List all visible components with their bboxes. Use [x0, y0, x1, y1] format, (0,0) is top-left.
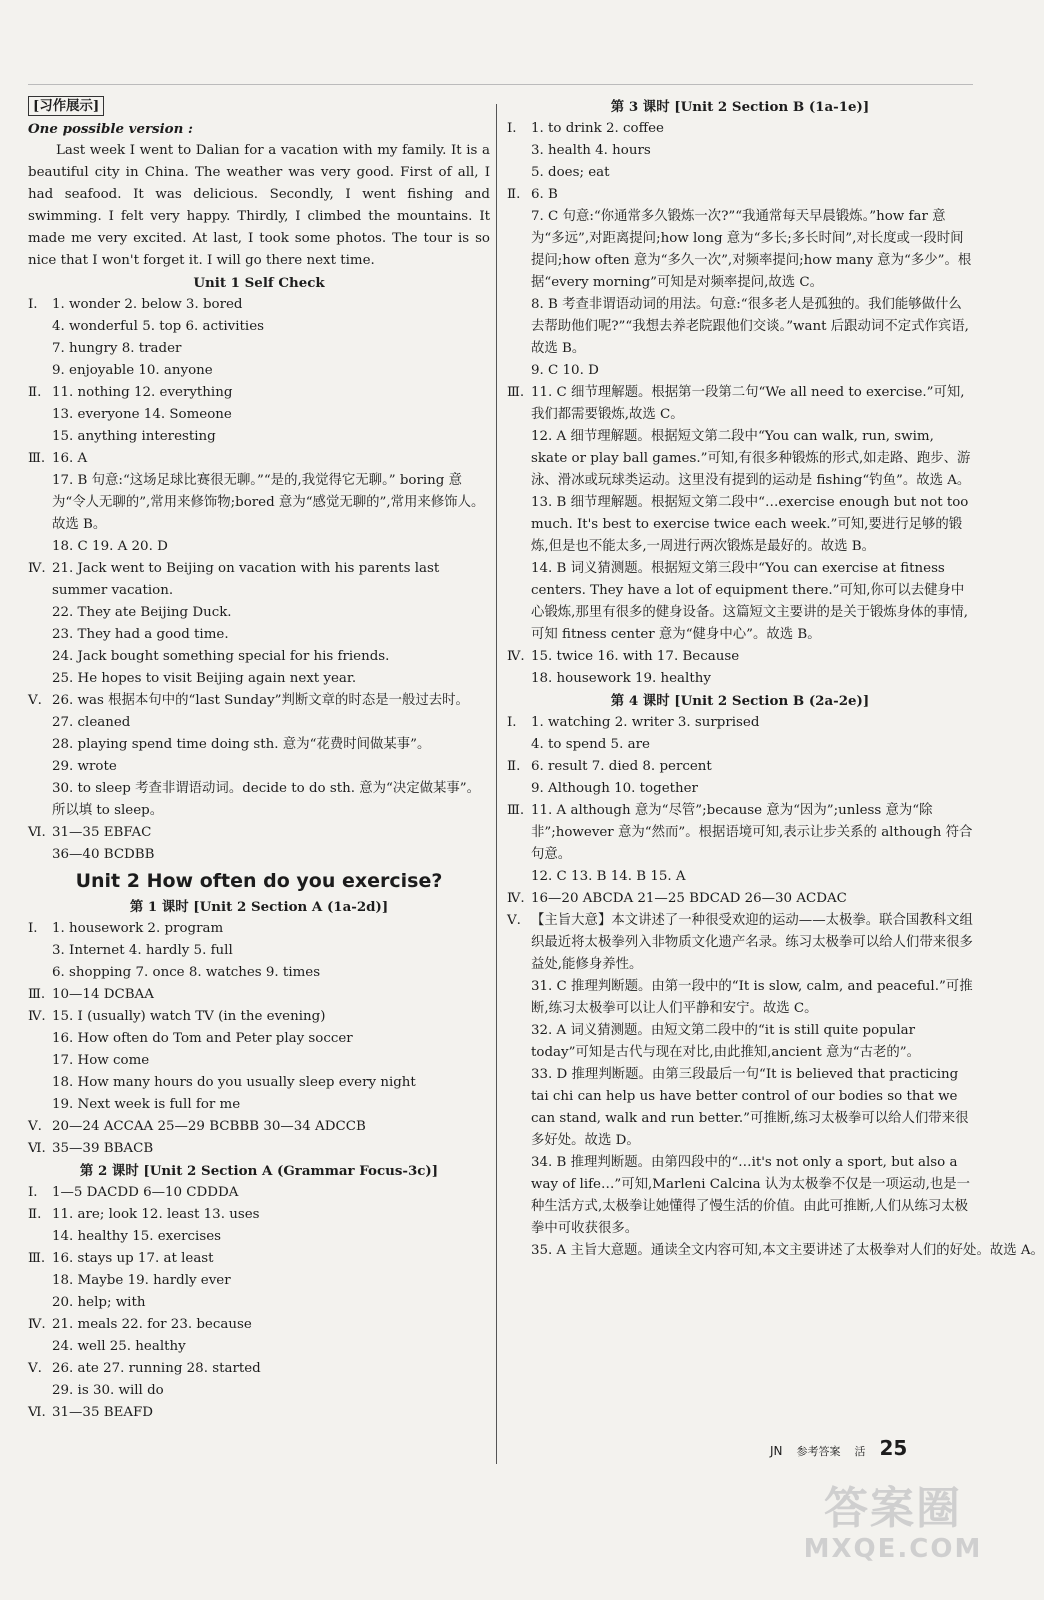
unit2-title: Unit 2 How often do you exercise? — [75, 870, 443, 892]
answer-line — [507, 712, 973, 734]
answer-text: 3. health 4. hours — [531, 143, 651, 158]
answer-line — [28, 1138, 490, 1160]
answer-text: 11. A although 意为“尽管”;because 意为“因为”;unless 意为“除非”;however 意为“然而”。根据语境可知,表示让步关系的 although 符合句意。 — [531, 803, 973, 862]
lesson3-title: 第 3 课时 [Unit 2 Section B (1a-1e)] — [610, 99, 870, 115]
answer-text: 10—14 DCBAA — [52, 987, 154, 1002]
answer-line — [28, 382, 490, 404]
answer-line — [28, 558, 490, 602]
answer-line — [28, 668, 490, 690]
section-numeral: Ⅵ. — [28, 1141, 46, 1156]
answer-line — [28, 1182, 490, 1204]
answer-text: 7. hungry 8. trader — [52, 341, 182, 356]
answer-text: 15. anything interesting — [52, 429, 216, 444]
answer-line — [28, 1006, 490, 1028]
footer-word: 活 — [854, 1445, 866, 1458]
answer-line — [507, 1064, 973, 1152]
lesson2-title: 第 2 课时 [Unit 2 Section A (Grammar Focus-3c)] — [79, 1163, 439, 1179]
answer-text: 15. twice 16. with 17. Because — [531, 649, 740, 664]
writing-header: [习作展示] — [28, 96, 104, 116]
answer-line — [28, 1358, 490, 1380]
answer-line — [28, 962, 490, 984]
section-numeral: Ⅲ. — [507, 385, 525, 400]
answer-line — [507, 778, 973, 800]
section-numeral: Ⅴ. — [28, 1361, 42, 1376]
answer-text: 26. ate 27. running 28. started — [52, 1361, 261, 1376]
answer-line — [507, 382, 973, 426]
answer-text: 17. How come — [52, 1053, 150, 1068]
lesson3-answers — [507, 118, 973, 690]
answer-line — [28, 1270, 490, 1292]
answer-text: 18. C 19. A 20. D — [52, 539, 168, 554]
answer-text: 16. stays up 17. at least — [52, 1251, 214, 1266]
answer-line — [28, 1314, 490, 1336]
section-numeral: Ⅳ. — [28, 1009, 46, 1024]
answer-line — [28, 734, 490, 756]
lesson2-answers — [28, 1182, 490, 1424]
answer-line — [507, 646, 973, 668]
answer-text: 6. B — [531, 187, 558, 202]
answer-line — [28, 1380, 490, 1402]
section-numeral: Ⅳ. — [28, 1317, 46, 1332]
answer-text: 16—20 ABCDA 21—25 BDCAD 26—30 ACDAC — [531, 891, 847, 906]
answer-line — [28, 1292, 490, 1314]
answer-line — [28, 470, 490, 536]
lesson1-title: 第 1 课时 [Unit 2 Section A (1a-2d)] — [129, 899, 389, 915]
answer-line — [507, 1152, 973, 1240]
section-numeral: Ⅰ. — [28, 1185, 38, 1200]
writing-sample-text: Last week I went to Dalian for a vacation with my family. It is a beautiful city in China. The weather was very good. First of all, I had seafood. It was delicious. Secondly, I went fishing and swimming. I felt very happy. Thirdly, I climbed the mountains. It made me very excited. At last, I took some photos. The tour is so nice that I won't forget it. I will go there next time. — [28, 143, 490, 268]
answer-line — [28, 1204, 490, 1226]
answer-line — [507, 118, 973, 140]
answer-line — [28, 360, 490, 382]
answer-line — [507, 1020, 973, 1064]
left-column — [28, 96, 490, 1424]
section-numeral: Ⅲ. — [507, 803, 525, 818]
section-numeral: Ⅰ. — [28, 297, 38, 312]
answer-line — [28, 448, 490, 470]
answer-text: 6. result 7. died 8. percent — [531, 759, 712, 774]
watermark — [798, 1484, 988, 1594]
section-numeral: Ⅴ. — [507, 913, 521, 928]
answer-line — [28, 294, 490, 316]
answer-line — [28, 602, 490, 624]
writing-subheader: One possible version : — [28, 121, 193, 137]
answer-line — [507, 426, 973, 492]
answer-text: 35—39 BBACB — [52, 1141, 154, 1156]
page-footer — [770, 1436, 907, 1466]
watermark-url: MXQE.COM — [803, 1534, 983, 1564]
answer-line — [28, 940, 490, 962]
answer-text: 9. C 10. D — [531, 363, 599, 378]
answer-text: 11. are; look 12. least 13. uses — [52, 1207, 260, 1222]
answer-line — [28, 712, 490, 734]
answer-line — [507, 734, 973, 756]
answer-text: 31. C 推理判断题。由第一段中的“It is slow, calm, and peaceful.”可推断,练习太极拳可以让人们平静和安宁。故选 C。 — [531, 979, 973, 1016]
section-numeral: Ⅳ. — [28, 561, 46, 576]
section-numeral: Ⅵ. — [28, 825, 46, 840]
answer-line — [507, 668, 973, 690]
answer-text: 26. was 根据本句中的“last Sunday”判断文章的时态是一般过去时。 — [52, 693, 469, 708]
answer-line — [507, 756, 973, 778]
answer-text: 11. C 细节理解题。根据第一段第二句“We all need to exercise.”可知,我们都需要锻炼,故选 C。 — [531, 385, 965, 422]
section-numeral: Ⅱ. — [28, 1207, 42, 1222]
answer-text: 21. Jack went to Beijing on vacation with his parents last summer vacation. — [52, 561, 440, 598]
answer-text: 14. healthy 15. exercises — [52, 1229, 221, 1244]
answer-text: 1. housework 2. program — [52, 921, 224, 936]
answer-line — [507, 800, 973, 866]
answer-line — [507, 1240, 1044, 1262]
answer-text: 25. He hopes to visit Beijing again next year. — [52, 671, 357, 686]
answer-line — [28, 1336, 490, 1358]
answer-text: 35. A 主旨大意题。通读全文内容可知,本文主要讲述了太极拳对人们的好处。故选 A。 — [531, 1243, 1044, 1258]
section-numeral: Ⅱ. — [507, 187, 521, 202]
answer-line — [28, 316, 490, 338]
section-numeral: Ⅴ. — [28, 693, 42, 708]
answer-text: 22. They ate Beijing Duck. — [52, 605, 232, 620]
answer-line — [507, 558, 973, 646]
answer-text: 3. Internet 4. hardly 5. full — [52, 943, 233, 958]
footer-code: JN — [770, 1444, 783, 1458]
answer-line — [28, 1402, 490, 1424]
answer-text: 1. wonder 2. below 3. bored — [52, 297, 243, 312]
watermark-logo: 答案圈 — [824, 1483, 962, 1534]
answer-line — [28, 646, 490, 668]
self-check-title: Unit 1 Self Check — [193, 275, 325, 291]
answer-line — [507, 184, 973, 206]
answer-text: 16. A — [52, 451, 88, 466]
section-numeral: Ⅰ. — [28, 921, 38, 936]
answer-text: 5. does; eat — [531, 165, 610, 180]
answer-text: 33. D 推理判断题。由第三段最后一句“It is believed that practicing tai chi can help us have better control of our bodies so that we can stand, walk and run better.”可推断,练习太极拳可以给人们带来很多好处。故选 D。 — [531, 1067, 969, 1148]
answer-text: 20. help; with — [52, 1295, 146, 1310]
section-numeral: Ⅳ. — [507, 891, 525, 906]
section-numeral: Ⅰ. — [507, 715, 517, 730]
answer-text: 32. A 词义猜测题。由短文第二段中的“it is still quite popular today”可知是古代与现在对比,由此推知,ancient 意为“古老的”。 — [531, 1023, 921, 1060]
answer-line — [28, 1028, 490, 1050]
answer-line — [507, 206, 973, 294]
answer-line — [507, 492, 973, 558]
answer-line — [28, 1094, 490, 1116]
answer-text: 24. Jack bought something special for his friends. — [52, 649, 390, 664]
answer-line — [28, 1050, 490, 1072]
answer-text: 1—5 DACDD 6—10 CDDDA — [52, 1185, 239, 1200]
answer-text: 12. C 13. B 14. B 15. A — [531, 869, 686, 884]
top-rule — [28, 84, 973, 85]
lesson4-title: 第 4 课时 [Unit 2 Section B (2a-2e)] — [610, 693, 870, 709]
answer-text: 9. enjoyable 10. anyone — [52, 363, 213, 378]
answer-line — [28, 984, 490, 1006]
self-check-answers — [28, 294, 490, 866]
answer-line — [28, 404, 490, 426]
section-numeral: Ⅲ. — [28, 1251, 46, 1266]
answer-text: 18. Maybe 19. hardly ever — [52, 1273, 231, 1288]
answer-line — [28, 918, 490, 940]
answer-text: 34. B 推理判断题。由第四段中的“…it's not only a sport, but also a way of life…”可知,Marleni Calcina 认为太极拳不仅是一项运动,也是一种生活方式,太极拳让她懂得了慢生活的价值。由此可推断,人们从练习太极拳中可收获很多。 — [531, 1155, 970, 1236]
answer-text: 27. cleaned — [52, 715, 131, 730]
column-divider — [496, 104, 497, 1464]
page-number: 25 — [879, 1436, 908, 1460]
answer-line — [28, 426, 490, 448]
answer-text: 8. B 考查非谓语动词的用法。句意:“很多老人是孤独的。我们能够做什么去帮助他们呢?”“我想去养老院跟他们交谈。”want 后跟动词不定式作宾语,故选 B。 — [531, 297, 969, 356]
answer-text: 36—40 BCDBB — [52, 847, 155, 862]
answer-text: 24. well 25. healthy — [52, 1339, 186, 1354]
section-numeral: Ⅲ. — [28, 451, 46, 466]
footer-label: 参考答案 — [796, 1445, 841, 1458]
lesson1-answers — [28, 918, 490, 1160]
answer-line — [28, 624, 490, 646]
answer-text: 【主旨大意】本文讲述了一种很受欢迎的运动——太极拳。联合国教科文组织最近将太极拳列入非物质文化遗产名录。练习太极拳可以给人们带来很多益处,能修身养性。 — [531, 913, 973, 972]
answer-text: 20—24 ACCAA 25—29 BCBBB 30—34 ADCCB — [52, 1119, 366, 1134]
answer-line — [507, 140, 973, 162]
answer-line — [507, 294, 973, 360]
answer-line — [28, 1116, 490, 1138]
answer-text: 9. Although 10. together — [531, 781, 698, 796]
answer-line — [507, 360, 973, 382]
section-numeral: Ⅵ. — [28, 1405, 46, 1420]
answer-text: 17. B 句意:“这场足球比赛很无聊。”“是的,我觉得它无聊。” boring 意为“令人无聊的”,常用来修饰物;bored 意为“感觉无聊的”,常用来修饰人。故选 B。 — [52, 473, 485, 532]
answer-line — [507, 910, 973, 976]
section-numeral: Ⅲ. — [28, 987, 46, 1002]
answer-text: 11. nothing 12. everything — [52, 385, 233, 400]
answer-text: 30. to sleep 考查非谓语动词。decide to do sth. 意为“决定做某事”。所以填 to sleep。 — [52, 781, 481, 818]
answer-text: 31—35 EBFAC — [52, 825, 152, 840]
answer-text: 16. How often do Tom and Peter play soccer — [52, 1031, 353, 1046]
answer-line — [28, 844, 490, 866]
answer-line — [28, 338, 490, 360]
answer-text: 12. A 细节理解题。根据短文第二段中“You can walk, run, swim, skate or play ball games.”可知,有很多种锻炼的形式,如走路、跑步、游泳、滑冰或玩球类运动。这里没有提到的运动是 fishing“钓鱼”。故选 A。 — [531, 429, 971, 488]
answer-text: 4. wonderful 5. top 6. activities — [52, 319, 264, 334]
section-numeral: Ⅱ. — [507, 759, 521, 774]
answer-text: 1. to drink 2. coffee — [531, 121, 664, 136]
answer-line — [28, 778, 490, 822]
section-numeral: Ⅴ. — [28, 1119, 42, 1134]
answer-line — [507, 888, 973, 910]
answer-text: 7. C 句意:“你通常多久锻炼一次?”“我通常每天早晨锻炼。”how far 意为“多远”,对距离提问;how long 意为“多长;多长时间”,对长度或一段时间提问;how often 意为“多久一次”,对频率提问;how many 意为“多少”。根据“every morning”可知是对频率提问,故选 C。 — [531, 209, 972, 290]
section-numeral: Ⅳ. — [507, 649, 525, 664]
section-numeral: Ⅱ. — [28, 385, 42, 400]
answer-line — [28, 756, 490, 778]
section-numeral: Ⅰ. — [507, 121, 517, 136]
answer-line — [28, 690, 490, 712]
answer-text: 6. shopping 7. once 8. watches 9. times — [52, 965, 321, 980]
answer-text: 18. How many hours do you usually sleep every night — [52, 1075, 416, 1090]
answer-text: 14. B 词义猜测题。根据短文第三段中“You can exercise at fitness centers. They have a lot of equipment there.”可知,你可以去健身中心锻炼,那里有很多的健身设备。这篇短文主要讲的是关于锻炼身体的事情,可知 fitness center 意为“健身中心”。故选 B。 — [531, 561, 969, 642]
answer-text: 1. watching 2. writer 3. surprised — [531, 715, 760, 730]
answer-text: 29. wrote — [52, 759, 117, 774]
answer-line — [507, 866, 973, 888]
answer-text: 19. Next week is full for me — [52, 1097, 241, 1112]
right-column — [507, 96, 1044, 1262]
answer-text: 31—35 BEAFD — [52, 1405, 154, 1420]
lesson4-answers — [507, 712, 1044, 1262]
answer-text: 15. I (usually) watch TV (in the evening) — [52, 1009, 326, 1024]
answer-text: 21. meals 22. for 23. because — [52, 1317, 252, 1332]
answer-line — [28, 822, 490, 844]
answer-line — [507, 162, 973, 184]
answer-text: 13. B 细节理解题。根据短文第二段中“…exercise enough but not too much. It's best to exercise twice each week.”可知,要进行足够的锻炼,但是也不能太多,一周进行两次锻炼是最好的。故选 B。 — [531, 495, 969, 554]
answer-line — [507, 976, 973, 1020]
answer-text: 13. everyone 14. Someone — [52, 407, 232, 422]
answer-line — [28, 1226, 490, 1248]
answer-line — [28, 1072, 490, 1094]
answer-text: 18. housework 19. healthy — [531, 671, 711, 686]
answer-text: 23. They had a good time. — [52, 627, 229, 642]
answer-line — [28, 536, 490, 558]
answer-text: 4. to spend 5. are — [531, 737, 650, 752]
answer-text: 28. playing spend time doing sth. 意为“花费时间做某事”。 — [52, 737, 431, 752]
answer-text: 29. is 30. will do — [52, 1383, 164, 1398]
answer-line — [28, 1248, 490, 1270]
